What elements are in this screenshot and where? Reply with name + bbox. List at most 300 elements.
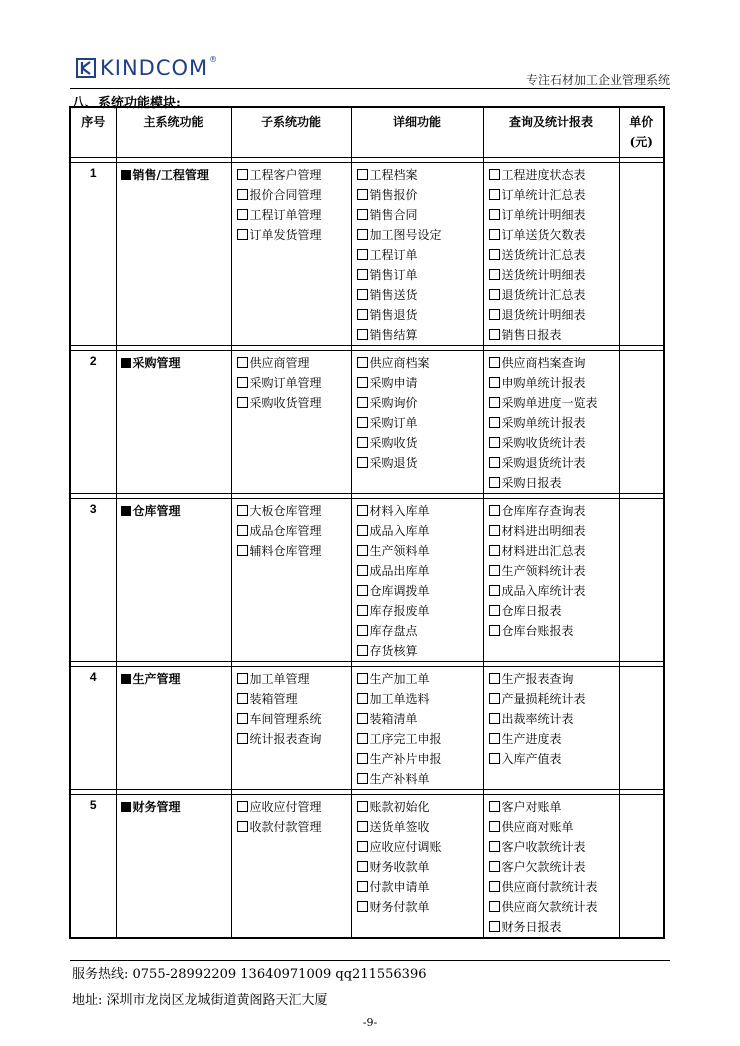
list-item	[237, 541, 351, 561]
list-item	[237, 817, 351, 837]
item-label: 装箱管理	[249, 692, 298, 706]
list-item	[357, 541, 483, 561]
item-label: 仓库台账报表	[501, 624, 574, 638]
item-label: 成品仓库管理	[249, 524, 322, 538]
checkbox-icon	[489, 881, 500, 892]
list-item	[357, 413, 483, 433]
item-label: 存货核算	[369, 644, 418, 658]
checkbox-icon	[357, 169, 368, 180]
item-label: 报价合同管理	[249, 188, 322, 202]
list-item	[489, 185, 619, 205]
filled-square-icon	[121, 506, 131, 516]
item-label: 生产补片申报	[369, 752, 442, 766]
list-item	[489, 749, 619, 769]
item-label: 采购收货	[369, 436, 418, 450]
list-item	[489, 917, 619, 937]
checkbox-icon	[237, 209, 248, 220]
list-item	[357, 325, 483, 345]
footer-divider	[70, 960, 670, 961]
item-label: 生产进度表	[501, 732, 562, 746]
checkbox-icon	[237, 525, 248, 536]
item-label: 财务日报表	[501, 920, 562, 934]
item-label: 供应商管理	[249, 356, 310, 370]
list-item	[489, 669, 619, 689]
checkbox-icon	[357, 693, 368, 704]
item-label: 采购询价	[369, 396, 418, 410]
checkbox-icon	[357, 773, 368, 784]
list-item	[489, 877, 619, 897]
detail-function-cell	[351, 163, 483, 346]
list-item	[357, 857, 483, 877]
price-cell	[619, 795, 664, 939]
checkbox-icon	[357, 377, 368, 388]
checkbox-icon	[357, 505, 368, 516]
item-label: 供应商档案	[369, 356, 430, 370]
item-label: 送货统计汇总表	[501, 248, 586, 262]
list-item	[357, 581, 483, 601]
checkbox-icon	[489, 565, 500, 576]
list-item	[489, 373, 619, 393]
footer-hotline: 服务热线: 0755-28992209 13640971009 qq211556396	[72, 967, 427, 982]
checkbox-icon	[489, 377, 500, 388]
item-label: 送货统计明细表	[501, 268, 586, 282]
checkbox-icon	[357, 269, 368, 280]
price-cell	[619, 667, 664, 790]
item-label: 采购退货统计表	[501, 456, 586, 470]
list-item	[357, 837, 483, 857]
header-price-line1: 单价	[629, 115, 654, 129]
sub-function-cell	[231, 163, 351, 346]
checkbox-icon	[489, 713, 500, 724]
item-label: 生产领料统计表	[501, 564, 586, 578]
row-number: 2	[70, 351, 116, 494]
sub-function-cell	[231, 667, 351, 790]
item-label: 工序完工申报	[369, 732, 442, 746]
checkbox-icon	[489, 753, 500, 764]
header-detail-function: 详细功能	[351, 107, 483, 158]
checkbox-icon	[357, 733, 368, 744]
detail-function-cell	[351, 499, 483, 662]
checkbox-icon	[357, 801, 368, 812]
list-item	[489, 621, 619, 641]
table-row	[70, 667, 664, 790]
item-label: 出裁率统计表	[501, 712, 574, 726]
item-label: 大板仓库管理	[249, 504, 322, 518]
list-item	[489, 225, 619, 245]
list-item	[357, 285, 483, 305]
report-cell	[483, 163, 619, 346]
sub-function-cell	[231, 351, 351, 494]
checkbox-icon	[489, 457, 500, 468]
item-label: 工程订单管理	[249, 208, 322, 222]
item-label: 装箱清单	[369, 712, 418, 726]
list-item	[489, 837, 619, 857]
checkbox-icon	[489, 505, 500, 516]
item-label: 订单送货欠数表	[501, 228, 586, 242]
logo-text: KINDCOM	[100, 56, 209, 80]
list-item	[357, 709, 483, 729]
item-label: 订单统计汇总表	[501, 188, 586, 202]
item-label: 采购收货管理	[249, 396, 322, 410]
item-label: 材料进出汇总表	[501, 544, 586, 558]
header-price-line2: (元)	[629, 135, 653, 149]
list-item	[489, 393, 619, 413]
checkbox-icon	[489, 357, 500, 368]
list-item	[357, 353, 483, 373]
item-label: 销售订单	[369, 268, 418, 282]
item-label: 销售报价	[369, 188, 418, 202]
price-cell	[619, 163, 664, 346]
checkbox-icon	[489, 585, 500, 596]
list-item	[489, 473, 619, 493]
list-item	[489, 353, 619, 373]
item-label: 客户对账单	[501, 800, 562, 814]
list-item	[357, 561, 483, 581]
main-function-label: 财务管理	[132, 800, 181, 814]
item-label: 收款付款管理	[249, 820, 322, 834]
list-item	[489, 165, 619, 185]
item-label: 车间管理系统	[249, 712, 322, 726]
report-cell	[483, 795, 619, 939]
item-label: 客户欠款统计表	[501, 860, 586, 874]
item-label: 采购订单	[369, 416, 418, 430]
checkbox-icon	[357, 437, 368, 448]
checkbox-icon	[237, 229, 248, 240]
checkbox-icon	[357, 881, 368, 892]
checkbox-icon	[357, 605, 368, 616]
list-item	[489, 205, 619, 225]
checkbox-icon	[489, 209, 500, 220]
item-label: 工程订单	[369, 248, 418, 262]
checkbox-icon	[489, 189, 500, 200]
item-label: 财务付款单	[369, 900, 430, 914]
list-item	[489, 897, 619, 917]
list-item	[357, 601, 483, 621]
checkbox-icon	[489, 269, 500, 280]
main-function-label: 仓库管理	[132, 504, 181, 518]
list-item	[489, 817, 619, 837]
checkbox-icon	[489, 861, 500, 872]
item-label: 产量损耗统计表	[501, 692, 586, 706]
table-row	[70, 499, 664, 662]
list-item	[489, 601, 619, 621]
list-item	[357, 897, 483, 917]
checkbox-icon	[237, 733, 248, 744]
item-label: 成品入库单	[369, 524, 430, 538]
list-item	[489, 561, 619, 581]
checkbox-icon	[489, 249, 500, 260]
checkbox-icon	[357, 289, 368, 300]
item-label: 材料入库单	[369, 504, 430, 518]
item-label: 统计报表查询	[249, 732, 322, 746]
checkbox-icon	[357, 329, 368, 340]
item-label: 付款申请单	[369, 880, 430, 894]
list-item	[237, 373, 351, 393]
item-label: 申购单统计报表	[501, 376, 586, 390]
checkbox-icon	[357, 645, 368, 656]
row-number: 5	[70, 795, 116, 939]
report-cell	[483, 351, 619, 494]
company-logo	[76, 56, 217, 80]
item-label: 账款初始化	[369, 800, 430, 814]
checkbox-icon	[489, 417, 500, 428]
list-item	[357, 185, 483, 205]
item-label: 采购收货统计表	[501, 436, 586, 450]
list-item	[357, 393, 483, 413]
checkbox-icon	[357, 673, 368, 684]
main-function-label: 生产管理	[132, 672, 181, 686]
item-label: 生产报表查询	[501, 672, 574, 686]
list-item	[357, 689, 483, 709]
list-item	[237, 205, 351, 225]
checkbox-icon	[357, 357, 368, 368]
checkbox-icon	[489, 477, 500, 488]
item-label: 供应商对账单	[501, 820, 574, 834]
checkbox-icon	[489, 545, 500, 556]
checkbox-icon	[237, 377, 248, 388]
list-item	[357, 205, 483, 225]
checkbox-icon	[489, 801, 500, 812]
filled-square-icon	[121, 802, 131, 812]
item-label: 供应商付款统计表	[501, 880, 598, 894]
item-label: 工程档案	[369, 168, 418, 182]
list-item	[237, 393, 351, 413]
list-item	[489, 265, 619, 285]
checkbox-icon	[489, 437, 500, 448]
list-item	[357, 669, 483, 689]
list-item	[357, 245, 483, 265]
checkbox-icon	[489, 693, 500, 704]
item-label: 订单发货管理	[249, 228, 322, 242]
list-item	[489, 541, 619, 561]
checkbox-icon	[357, 861, 368, 872]
list-item	[489, 325, 619, 345]
main-function-cell	[116, 795, 231, 939]
checkbox-icon	[237, 397, 248, 408]
list-item	[489, 857, 619, 877]
list-item	[357, 453, 483, 473]
checkbox-icon	[357, 585, 368, 596]
table-header-row	[70, 107, 664, 158]
filled-square-icon	[121, 358, 131, 368]
item-label: 生产领料单	[369, 544, 430, 558]
checkbox-icon	[357, 841, 368, 852]
row-number: 3	[70, 499, 116, 662]
list-item	[489, 285, 619, 305]
item-label: 成品出库单	[369, 564, 430, 578]
item-label: 仓库库存查询表	[501, 504, 586, 518]
item-label: 库存盘点	[369, 624, 418, 638]
list-item	[489, 245, 619, 265]
detail-function-cell	[351, 795, 483, 939]
item-label: 供应商欠款统计表	[501, 900, 598, 914]
item-label: 退货统计明细表	[501, 308, 586, 322]
header-sub-function: 子系统功能	[231, 107, 351, 158]
list-item	[357, 521, 483, 541]
header-no: 序号	[70, 107, 116, 158]
row-number: 4	[70, 667, 116, 790]
list-item	[237, 521, 351, 541]
item-label: 仓库日报表	[501, 604, 562, 618]
checkbox-icon	[489, 169, 500, 180]
item-label: 仓库调拨单	[369, 584, 430, 598]
list-item	[237, 501, 351, 521]
list-item	[357, 749, 483, 769]
list-item	[357, 817, 483, 837]
detail-function-cell	[351, 351, 483, 494]
main-function-cell	[116, 499, 231, 662]
table-row	[70, 795, 664, 939]
checkbox-icon	[489, 841, 500, 852]
list-item	[357, 501, 483, 521]
list-item	[489, 433, 619, 453]
item-label: 应收应付管理	[249, 800, 322, 814]
checkbox-icon	[489, 901, 500, 912]
header-divider	[70, 88, 670, 89]
filled-square-icon	[121, 674, 131, 684]
function-module-table	[69, 106, 665, 939]
item-label: 加工图号设定	[369, 228, 442, 242]
list-item	[357, 305, 483, 325]
list-item	[489, 501, 619, 521]
detail-function-cell	[351, 667, 483, 790]
list-item	[489, 521, 619, 541]
kindcom-logo-icon	[76, 58, 96, 78]
checkbox-icon	[489, 733, 500, 744]
checkbox-icon	[357, 397, 368, 408]
item-label: 材料进出明细表	[501, 524, 586, 538]
item-label: 工程客户管理	[249, 168, 322, 182]
report-cell	[483, 499, 619, 662]
item-label: 辅料仓库管理	[249, 544, 322, 558]
price-cell	[619, 351, 664, 494]
item-label: 销售日报表	[501, 328, 562, 342]
checkbox-icon	[237, 693, 248, 704]
list-item	[357, 165, 483, 185]
item-label: 采购单进度一览表	[501, 396, 598, 410]
checkbox-icon	[357, 417, 368, 428]
filled-square-icon	[121, 170, 131, 180]
checkbox-icon	[489, 397, 500, 408]
checkbox-icon	[489, 229, 500, 240]
checkbox-icon	[357, 565, 368, 576]
item-label: 生产补料单	[369, 772, 430, 786]
item-label: 应收应付调账	[369, 840, 442, 854]
list-item	[357, 641, 483, 661]
list-item	[357, 433, 483, 453]
item-label: 生产加工单	[369, 672, 430, 686]
item-label: 加工单管理	[249, 672, 310, 686]
checkbox-icon	[237, 713, 248, 724]
checkbox-icon	[357, 309, 368, 320]
list-item	[237, 225, 351, 245]
item-label: 入库产值表	[501, 752, 562, 766]
checkbox-icon	[489, 309, 500, 320]
item-label: 库存报废单	[369, 604, 430, 618]
list-item	[237, 165, 351, 185]
item-label: 送货单签收	[369, 820, 430, 834]
list-item	[357, 769, 483, 789]
checkbox-icon	[237, 545, 248, 556]
checkbox-icon	[489, 821, 500, 832]
item-label: 采购日报表	[501, 476, 562, 490]
checkbox-icon	[489, 525, 500, 536]
item-label: 采购退货	[369, 456, 418, 470]
main-function-cell	[116, 667, 231, 790]
list-item	[357, 265, 483, 285]
item-label: 订单统计明细表	[501, 208, 586, 222]
table-row	[70, 163, 664, 346]
checkbox-icon	[237, 821, 248, 832]
item-label: 采购订单管理	[249, 376, 322, 390]
list-item	[357, 729, 483, 749]
list-item	[357, 877, 483, 897]
checkbox-icon	[489, 329, 500, 340]
list-item	[237, 797, 351, 817]
page-number: -9-	[362, 1016, 378, 1029]
item-label: 采购单统计报表	[501, 416, 586, 430]
header-report: 查询及统计报表	[483, 107, 619, 158]
checkbox-icon	[357, 249, 368, 260]
item-label: 销售结算	[369, 328, 418, 342]
main-function-cell	[116, 163, 231, 346]
list-item	[489, 413, 619, 433]
item-label: 加工单选料	[369, 692, 430, 706]
footer-address: 地址: 深圳市龙岗区龙城街道黄阁路天汇大厦	[72, 993, 328, 1008]
checkbox-icon	[357, 525, 368, 536]
checkbox-icon	[237, 673, 248, 684]
checkbox-icon	[357, 545, 368, 556]
list-item	[489, 453, 619, 473]
checkbox-icon	[237, 801, 248, 812]
list-item	[489, 689, 619, 709]
row-number: 1	[70, 163, 116, 346]
list-item	[489, 797, 619, 817]
checkbox-icon	[357, 229, 368, 240]
checkbox-icon	[357, 209, 368, 220]
list-item	[489, 581, 619, 601]
item-label: 销售合同	[369, 208, 418, 222]
table-row	[70, 351, 664, 494]
item-label: 销售送货	[369, 288, 418, 302]
item-label: 采购申请	[369, 376, 418, 390]
list-item	[489, 729, 619, 749]
item-label: 财务收款单	[369, 860, 430, 874]
registered-mark: ®	[209, 54, 218, 64]
checkbox-icon	[357, 189, 368, 200]
list-item	[237, 353, 351, 373]
list-item	[357, 621, 483, 641]
checkbox-icon	[489, 289, 500, 300]
checkbox-icon	[237, 505, 248, 516]
checkbox-icon	[357, 625, 368, 636]
list-item	[489, 305, 619, 325]
checkbox-icon	[489, 673, 500, 684]
list-item	[237, 709, 351, 729]
checkbox-icon	[489, 625, 500, 636]
sub-function-cell	[231, 795, 351, 939]
checkbox-icon	[237, 357, 248, 368]
list-item	[237, 185, 351, 205]
list-item	[357, 225, 483, 245]
item-label: 工程进度状态表	[501, 168, 586, 182]
price-cell	[619, 499, 664, 662]
list-item	[237, 669, 351, 689]
header-main-function: 主系统功能	[116, 107, 231, 158]
checkbox-icon	[357, 713, 368, 724]
main-function-cell	[116, 351, 231, 494]
checkbox-icon	[489, 921, 500, 932]
